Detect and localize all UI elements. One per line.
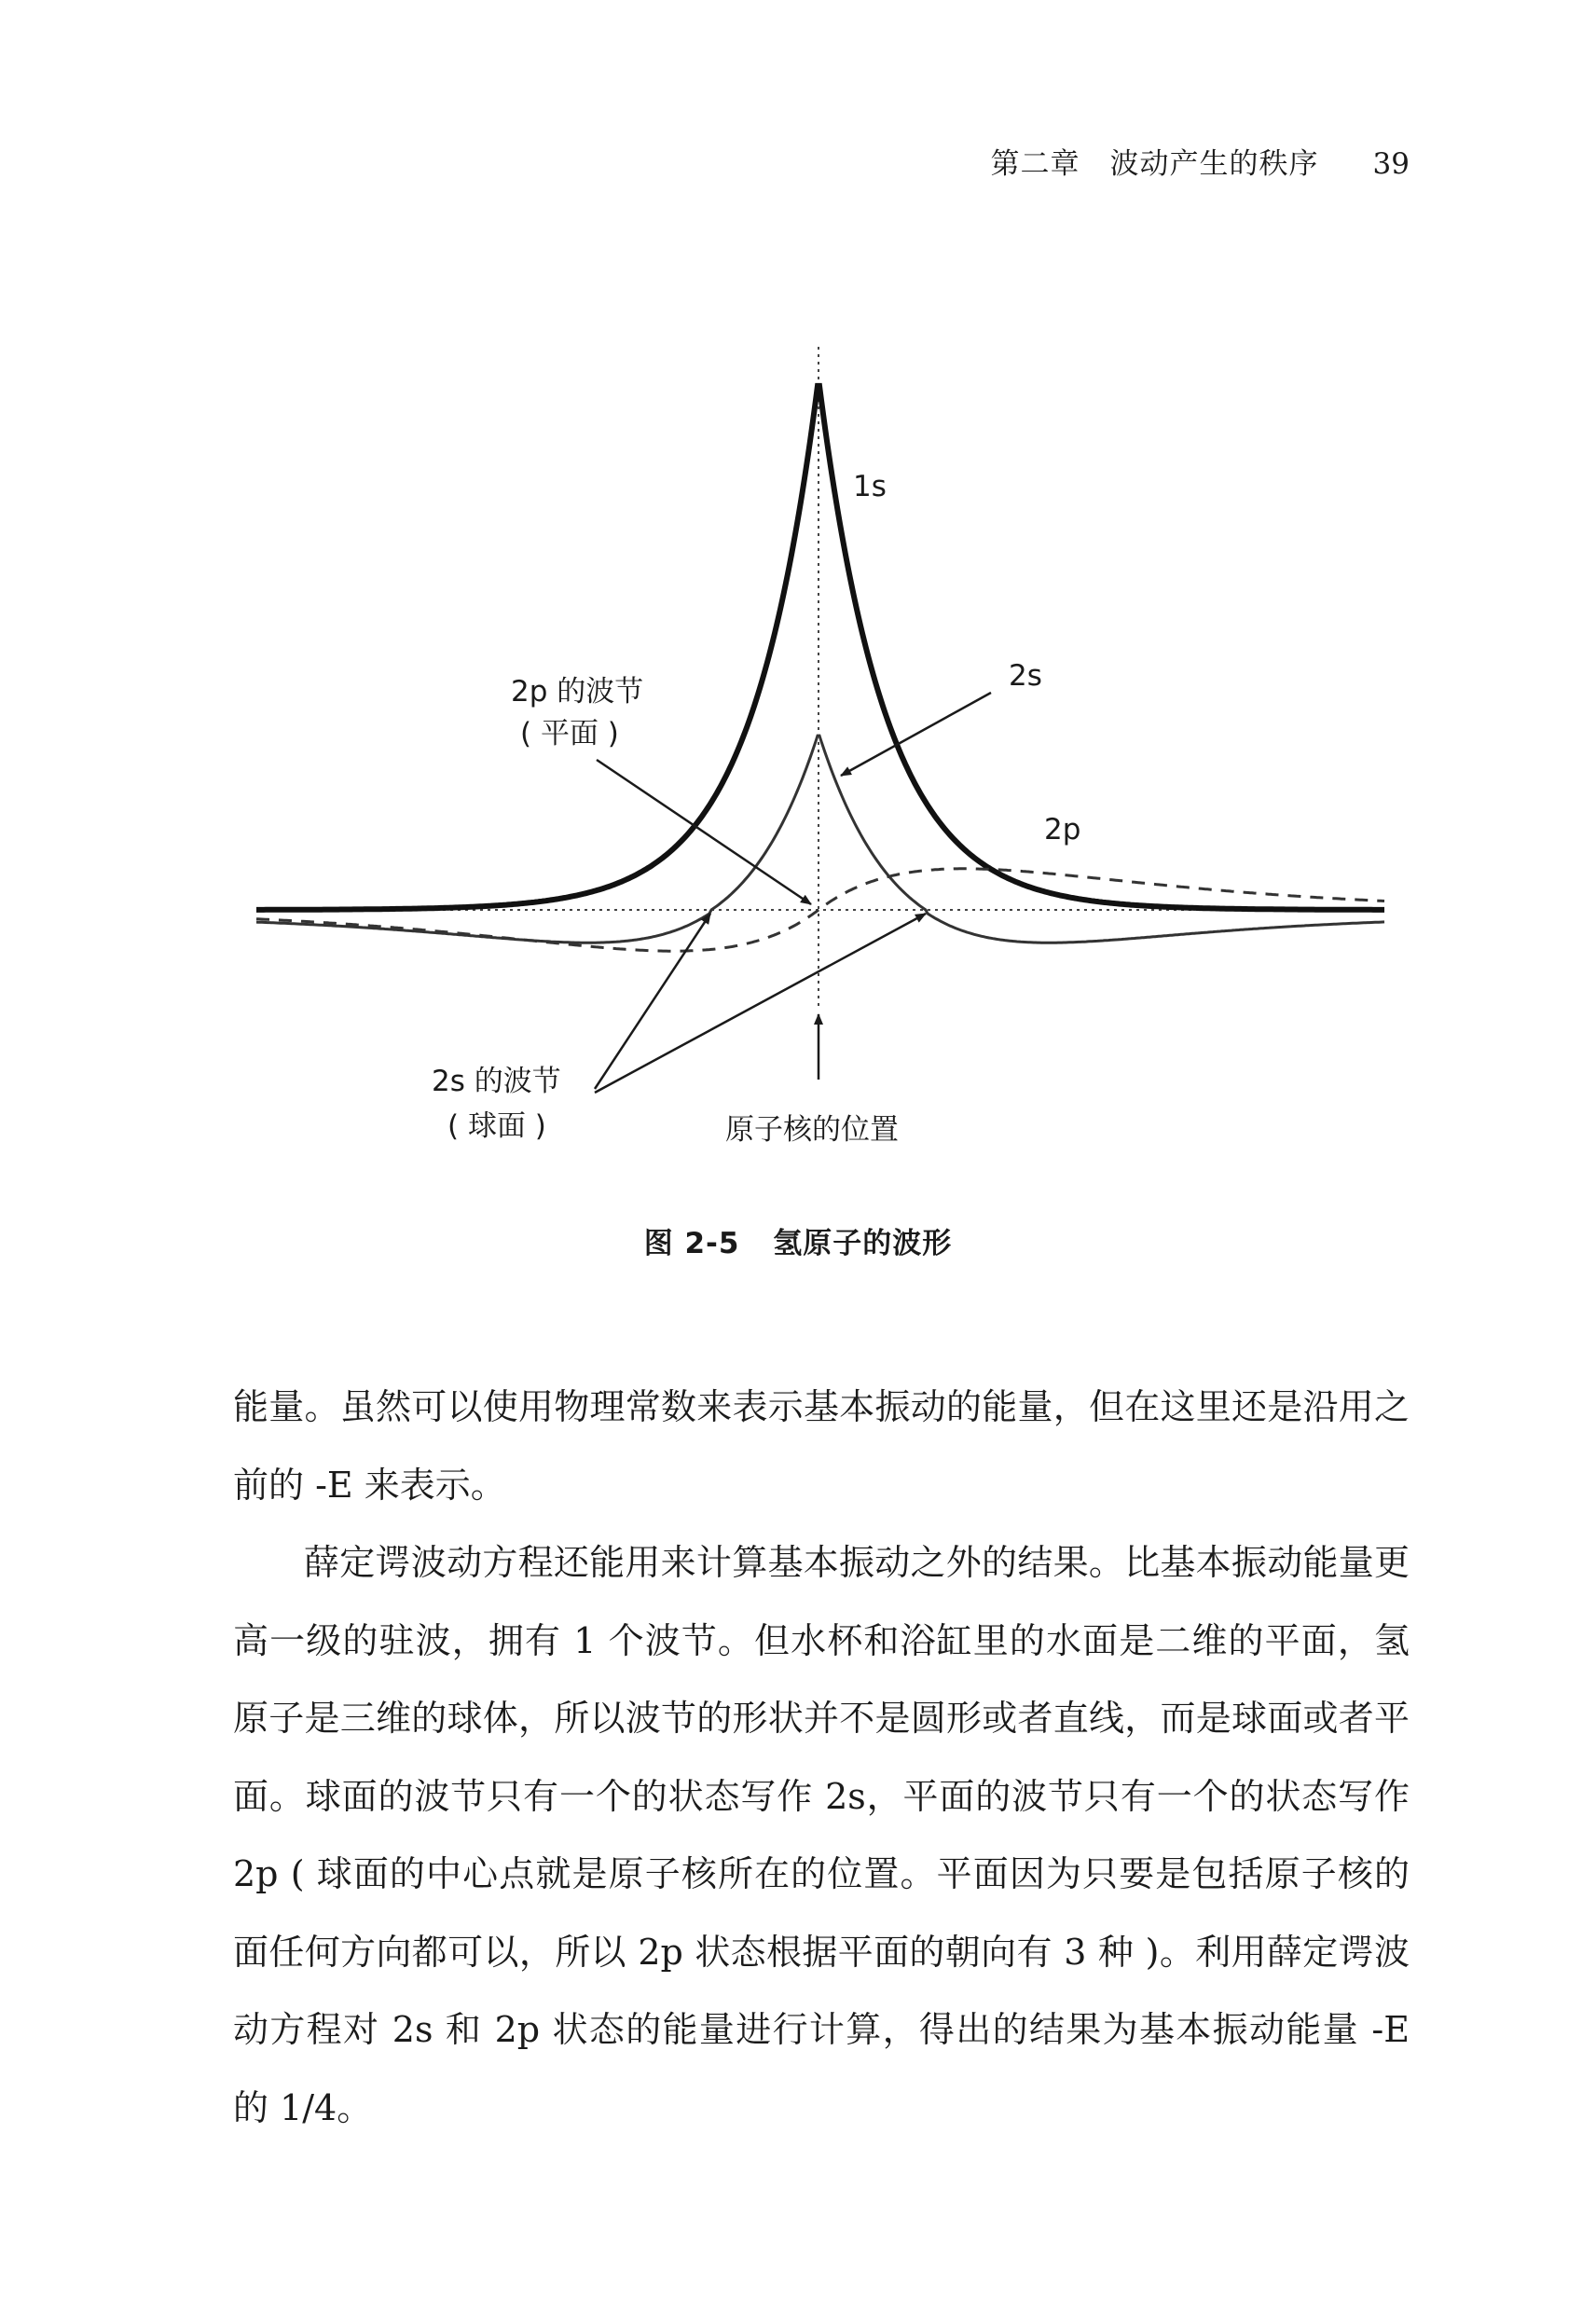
paragraph-2: 薛定谔波动方程还能用来计算基本振动之外的结果。比基本振动能量更高一级的驻波，拥有 1 个波节。但水杯和浴缸里的水面是二维的平面，氢原子是三维的球体，所以波节的形状并不是圆形或者直线，而是球面或者平面。球面的波节只有一个的状态写作 2s，平面的波节只有一个的状态写作 2p ( 球面的中心点就是原子核所在的位置。平面因为只要是包括原子核的面任何方向都可以，所以 2p 状态根据平面的朝向有 3 种 )。利用薛定谔波动方程对 2s 和 2p 状态的能量进行计算，得出的结果为基本振动能量 -E 的 1/4。 (233, 1542, 1410, 2128)
figure-caption (0, 1219, 1596, 1261)
page-number: 39 (1372, 147, 1410, 181)
arrow-2s-node-right (595, 914, 926, 1093)
label-2p: 2p (1044, 813, 1081, 846)
label-1s: 1s (853, 470, 887, 503)
label-2s-node-line1: 2s 的波节 (432, 1065, 561, 1098)
label-nucleus: 原子核的位置 (725, 1113, 899, 1147)
label-2s: 2s (1009, 659, 1042, 693)
caption-number: 图 2-5 (643, 1227, 740, 1260)
paragraph-1: 能量。虽然可以使用物理常数来表示基本振动的能量，但在这里还是沿用之前的 -E 来表示。 (233, 1386, 1410, 1506)
arrow-2s (841, 693, 991, 776)
label-2s-node-line2: ( 球面 ) (447, 1109, 546, 1143)
curve-2s (256, 736, 1384, 943)
body-text (233, 1369, 1410, 2147)
curve-1s (256, 386, 1384, 910)
caption-title: 氢原子的波形 (773, 1227, 953, 1260)
chapter-title: 第二章 波动产生的秩序 (990, 147, 1319, 181)
label-2p-node-line1: 2p 的波节 (511, 675, 644, 709)
label-2p-node-line2: ( 平面 ) (520, 717, 619, 750)
